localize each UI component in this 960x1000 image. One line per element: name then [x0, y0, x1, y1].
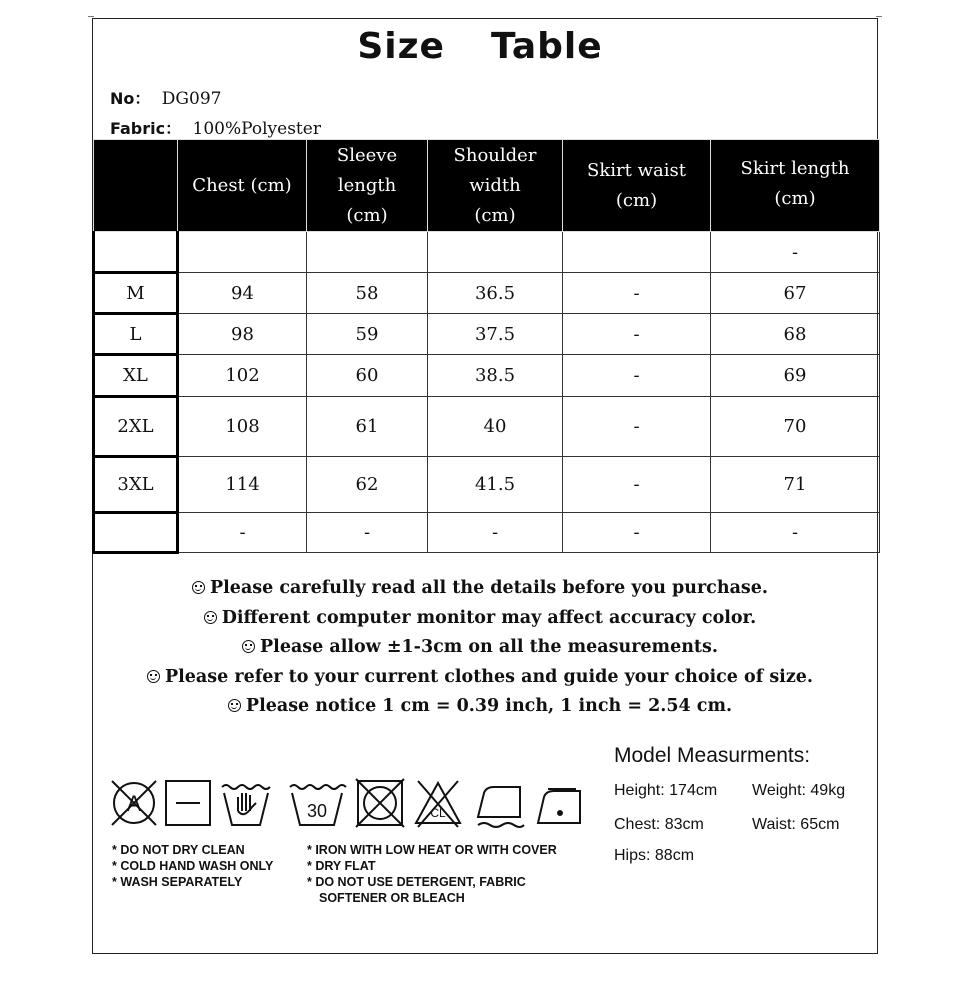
header-cell-size: [94, 140, 178, 232]
table-cell: 94: [178, 273, 307, 314]
table-cell: -: [563, 513, 711, 553]
table-cell: 62: [307, 457, 428, 513]
size-cell: [94, 232, 178, 273]
note-line: Please refer to your current clothes and guide your choice of size.: [0, 667, 960, 687]
header-row: [94, 140, 880, 232]
table-row: [94, 273, 880, 314]
model-weight: Weight: 49kg: [752, 782, 846, 799]
table-cell: -: [563, 273, 711, 314]
table-cell: [307, 232, 428, 273]
corner-mark: [876, 16, 882, 17]
note-line: Please allow ±1-3cm on all the measurements.: [0, 637, 960, 657]
size-cell: 2XL: [94, 397, 178, 457]
table-cell: 102: [178, 355, 307, 397]
header-cell-shoulder: Shoulder width (cm): [428, 140, 563, 232]
care-item: * IRON WITH LOW HEAT OR WITH COVER: [307, 843, 557, 857]
table-row: [94, 397, 880, 457]
note-line: Please carefully read all the details before you purchase.: [0, 578, 960, 598]
care-item: * COLD HAND WASH ONLY: [112, 859, 274, 873]
title-word-1: Size: [357, 26, 445, 67]
size-cell: M: [94, 273, 178, 314]
care-item: SOFTENER OR BLEACH: [319, 891, 465, 905]
product-number-label: No：: [110, 89, 151, 108]
note-line: Different computer monitor may affect accuracy color.: [0, 608, 960, 628]
no-dry-clean-icon: [112, 781, 156, 825]
product-fabric: [110, 116, 321, 139]
table-cell: -: [563, 457, 711, 513]
care-item: * WASH SEPARATELY: [112, 875, 243, 889]
page-title: [0, 26, 960, 67]
table-cell: 40: [428, 397, 563, 457]
care-item: * DO NOT DRY CLEAN: [112, 843, 245, 857]
table-cell: 37.5: [428, 314, 563, 355]
care-list-left: [112, 842, 273, 890]
table-cell: 60: [307, 355, 428, 397]
care-item: * DO NOT USE DETERGENT, FABRIC: [307, 875, 526, 889]
iron-low-icon: [478, 787, 524, 827]
table-cell: -: [563, 397, 711, 457]
table-cell: 69: [711, 355, 880, 397]
table-cell: [428, 232, 563, 273]
table-cell: -: [563, 355, 711, 397]
care-icons: [108, 777, 588, 833]
dry-flat-icon: [166, 781, 210, 825]
title-word-2: Table: [490, 26, 603, 67]
table-cell: 59: [307, 314, 428, 355]
corner-mark: [88, 16, 94, 17]
product-number-value: DG097: [161, 89, 222, 109]
wash-30-icon: [290, 785, 346, 825]
smiley-icon: [228, 699, 241, 712]
size-cell: L: [94, 314, 178, 355]
table-cell: 61: [307, 397, 428, 457]
header-cell-skirt-waist: Skirt waist (cm): [563, 140, 711, 232]
model-measurements-title: Model Measurments:: [614, 744, 811, 767]
table-cell: -: [711, 232, 880, 273]
model-chest: Chest: 83cm: [614, 816, 704, 833]
do-not-bleach-icon: [416, 781, 460, 827]
table-cell: -: [563, 314, 711, 355]
table-cell: 98: [178, 314, 307, 355]
care-item: * DRY FLAT: [307, 859, 376, 873]
do-not-tumble-dry-icon: [356, 779, 404, 827]
model-hips: Hips: 88cm: [614, 847, 695, 864]
table-row: [94, 232, 880, 273]
product-fabric-label: Fabric：: [110, 119, 182, 138]
bleach-text: CL: [430, 806, 446, 820]
table-row: [94, 457, 880, 513]
wash-temp-text: 30: [306, 801, 328, 821]
table-cell: 38.5: [428, 355, 563, 397]
table-cell: 71: [711, 457, 880, 513]
table-cell: [178, 232, 307, 273]
table-cell: 108: [178, 397, 307, 457]
table-row: [94, 314, 880, 355]
care-list-right: [307, 842, 557, 906]
note-line: Please notice 1 cm = 0.39 inch, 1 inch = 2.54 cm.: [0, 696, 960, 716]
table-cell: -: [307, 513, 428, 553]
table-cell: [563, 232, 711, 273]
size-cell: [94, 513, 178, 553]
size-cell: XL: [94, 355, 178, 397]
table-row: [94, 513, 880, 553]
product-number: [110, 86, 221, 109]
table-cell: 68: [711, 314, 880, 355]
model-waist: Waist: 65cm: [752, 816, 840, 833]
table-cell: 114: [178, 457, 307, 513]
smiley-icon: [147, 670, 160, 683]
smiley-icon: [192, 581, 205, 594]
size-cell: 3XL: [94, 457, 178, 513]
table-cell: -: [428, 513, 563, 553]
product-fabric-value: 100%Polyester: [192, 119, 321, 139]
smiley-icon: [242, 640, 255, 653]
table-cell: -: [711, 513, 880, 553]
table-cell: 41.5: [428, 457, 563, 513]
header-cell-sleeve: Sleeve length (cm): [307, 140, 428, 232]
smiley-icon: [204, 611, 217, 624]
table-cell: 70: [711, 397, 880, 457]
table-cell: 36.5: [428, 273, 563, 314]
table-cell: 58: [307, 273, 428, 314]
table-cell: -: [178, 513, 307, 553]
svg-text:A: A: [126, 791, 142, 816]
hand-wash-icon: [222, 785, 270, 825]
header-cell-skirt-length: Skirt length (cm): [711, 140, 880, 232]
table-cell: 67: [711, 273, 880, 314]
header-cell-chest: Chest (cm): [178, 140, 307, 232]
table-row: [94, 355, 880, 397]
size-table: [92, 139, 880, 554]
model-height: Height: 174cm: [614, 782, 718, 799]
iron-medium-icon: [538, 789, 580, 823]
